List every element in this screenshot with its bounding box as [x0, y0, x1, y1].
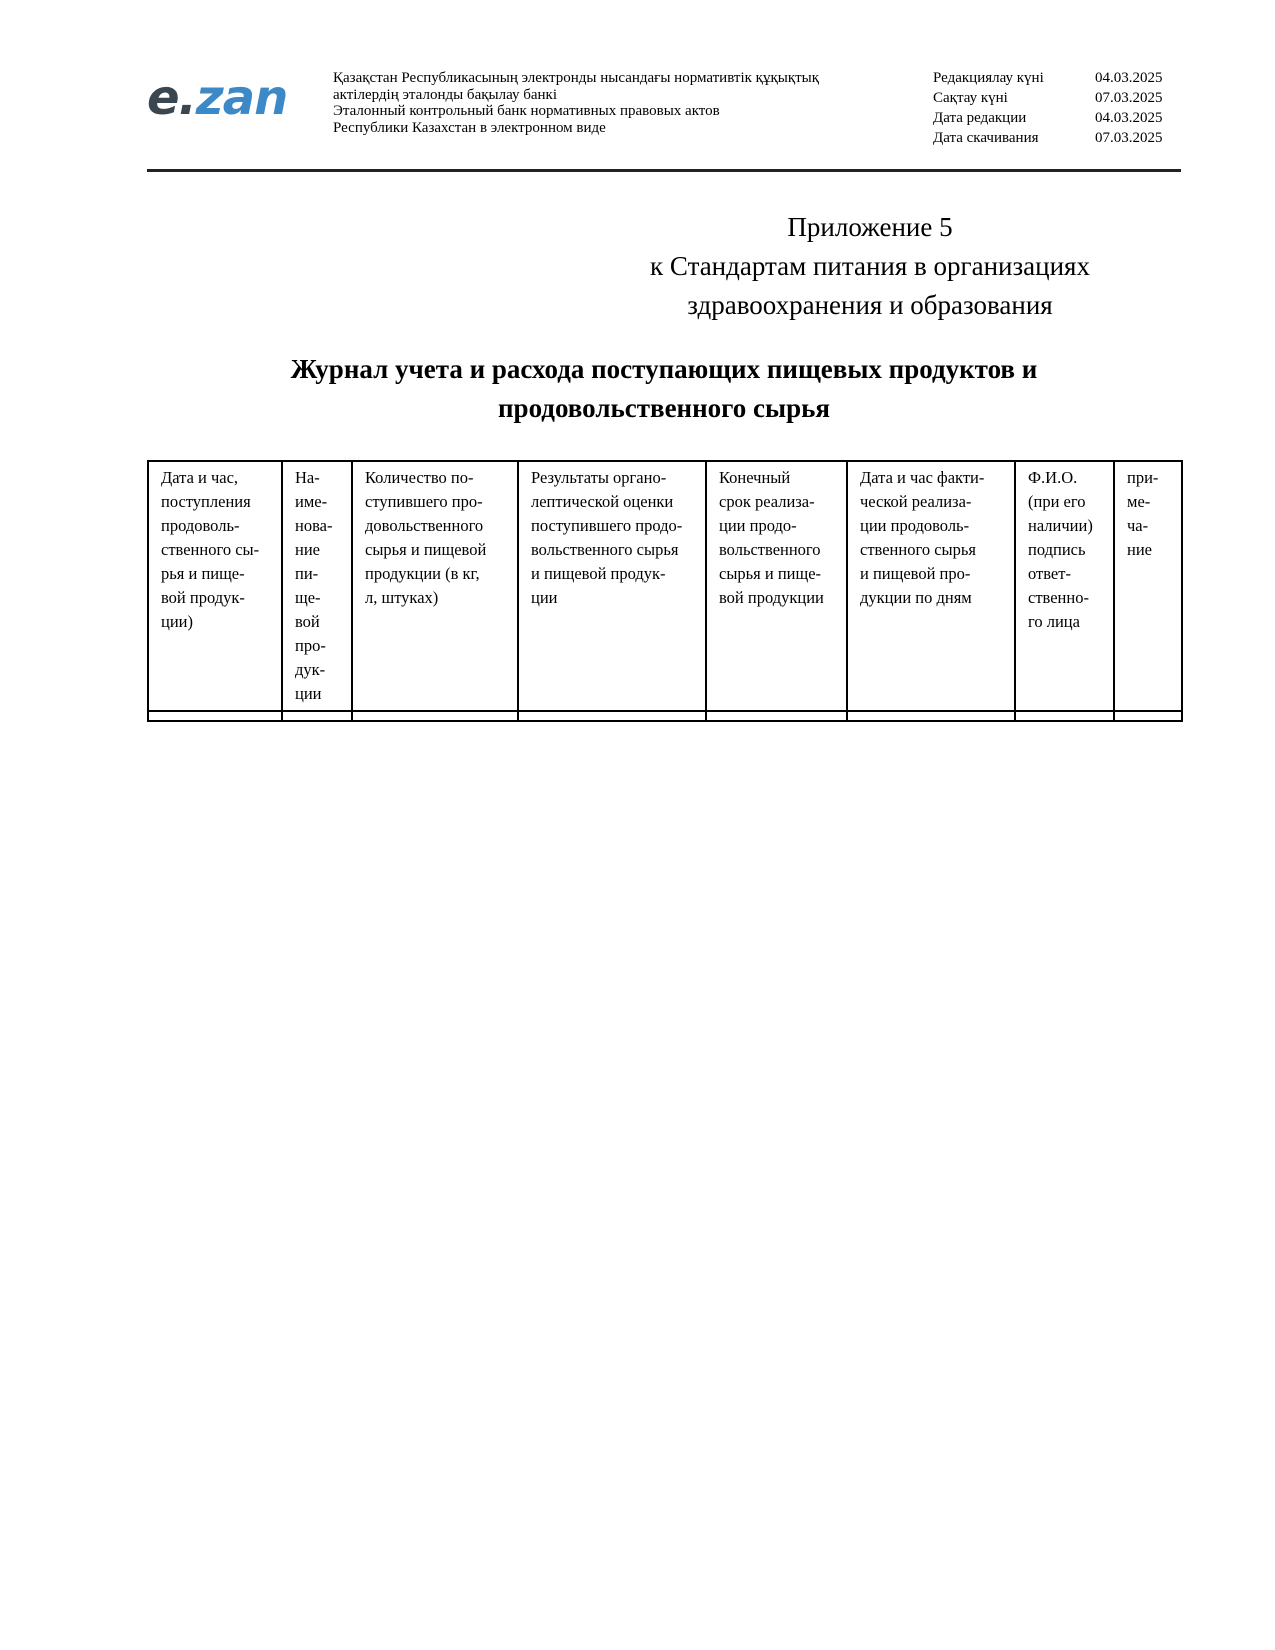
column-header-line: рья и пище- — [161, 564, 245, 583]
column-header-line: при- — [1127, 468, 1159, 487]
column-header — [1114, 461, 1182, 711]
meta-label: Дата скачивания — [933, 130, 1039, 146]
column-header-line: поступления — [161, 492, 251, 511]
column-header — [1015, 461, 1114, 711]
table-cell — [148, 711, 282, 721]
bank-title-line: Эталонный контрольный банк нормативных правовых актов — [333, 103, 720, 119]
meta-value: 04.03.2025 — [1095, 110, 1163, 126]
column-header-line: и пищевой про- — [860, 564, 971, 583]
column-header-line: Ф.И.О. — [1028, 468, 1078, 487]
column-header-line: дук- — [295, 660, 326, 679]
meta-value: 04.03.2025 — [1095, 70, 1163, 86]
table-header-row — [148, 461, 1182, 711]
table-cell — [352, 711, 518, 721]
column-header — [282, 461, 352, 711]
bank-title-line: актілердің эталонды бақылау банкі — [333, 86, 557, 103]
column-header-line: ции — [531, 588, 558, 607]
table-cell — [706, 711, 847, 721]
column-header-line: ответ- — [1028, 564, 1071, 583]
column-header-line: подпись — [1028, 540, 1086, 559]
meta-label: Сақтау күні — [933, 90, 1008, 106]
appendix-line: к Стандартам питания в организациях — [650, 251, 1090, 281]
column-header-line: сырья и пищевой — [365, 540, 487, 559]
bank-title-line: Республики Казахстан в электронном виде — [333, 119, 606, 136]
column-header-line: л, штуках) — [365, 588, 439, 607]
column-header-line: и пищевой продук- — [531, 564, 666, 583]
logo-e-text: e. — [147, 70, 196, 126]
journal-table — [147, 460, 1183, 722]
table-cell — [518, 711, 706, 721]
column-header-line: ции продо- — [719, 516, 797, 535]
column-header-line: вольственного — [719, 540, 821, 559]
column-header-line: ние — [295, 540, 320, 559]
column-header-line: сырья и пище- — [719, 564, 822, 583]
column-header — [518, 461, 706, 711]
column-header-line: Дата и час факти- — [860, 468, 985, 487]
meta-label: Дата редакции — [933, 110, 1027, 126]
column-header — [352, 461, 518, 711]
logo-zan-text: zan — [195, 70, 288, 126]
column-header-line: дукции по дням — [860, 588, 972, 607]
meta-row — [933, 88, 1175, 108]
bank-title-line: Қазақстан Республикасының электронды нысандағы нормативтік құқықтық — [333, 70, 820, 86]
column-header-line: поступившего продо- — [531, 516, 683, 535]
meta-label: Редакциялау күні — [933, 70, 1044, 86]
column-header-line: срок реализа- — [719, 492, 815, 511]
column-header-line: ступившего про- — [365, 492, 483, 511]
column-header-line: ческой реализа- — [860, 492, 972, 511]
table-cell — [1114, 711, 1182, 721]
column-header-line: продоволь- — [161, 516, 240, 535]
column-header-line: наличии) — [1028, 516, 1093, 535]
table-cell — [847, 711, 1015, 721]
header-divider — [147, 169, 1181, 172]
column-header-line: продукции (в кг, — [365, 564, 480, 583]
column-header-line: вольственного сырья — [531, 540, 679, 559]
appendix-line: Приложение 5 — [787, 212, 953, 242]
column-header-line: Конечный — [719, 468, 791, 487]
table-row — [148, 711, 1182, 721]
column-header-line: вой — [295, 612, 320, 631]
column-header-line: ции — [295, 684, 322, 703]
column-header-line: (при его — [1028, 492, 1086, 511]
meta-row — [933, 108, 1175, 128]
column-header-line: ние — [1127, 540, 1152, 559]
bank-title — [333, 70, 893, 136]
table-cell — [1015, 711, 1114, 721]
title-line: продовольственного сырья — [498, 393, 830, 423]
meta-row — [933, 68, 1175, 88]
column-header-line: довольственного — [365, 516, 484, 535]
column-header-line: го лица — [1028, 612, 1080, 631]
column-header-line: ственного сы- — [161, 540, 260, 559]
column-header-line: вой продукции — [719, 588, 824, 607]
ezan-logo — [147, 70, 288, 126]
document-title — [147, 350, 1181, 428]
column-header — [847, 461, 1015, 711]
column-header-line: Результаты органо- — [531, 468, 667, 487]
column-header-line: Количество по- — [365, 468, 474, 487]
appendix-line: здравоохранения и образования — [687, 290, 1053, 320]
column-header — [706, 461, 847, 711]
appendix-heading — [600, 208, 1140, 325]
table-cell — [282, 711, 352, 721]
column-header-line: ственного сырья — [860, 540, 976, 559]
meta-value: 07.03.2025 — [1095, 130, 1163, 146]
column-header-line: ще- — [295, 588, 321, 607]
column-header-line: ме- — [1127, 492, 1151, 511]
column-header-line: ции продоволь- — [860, 516, 970, 535]
column-header — [148, 461, 282, 711]
edition-dates — [933, 68, 1175, 148]
column-header-line: нова- — [295, 516, 333, 535]
column-header-line: вой продук- — [161, 588, 245, 607]
column-header-line: пи- — [295, 564, 319, 583]
column-header-line: ственно- — [1028, 588, 1089, 607]
column-header-line: лептической оценки — [531, 492, 674, 511]
meta-value: 07.03.2025 — [1095, 90, 1163, 106]
column-header-line: Дата и час, — [161, 468, 239, 487]
column-header-line: име- — [295, 492, 328, 511]
column-header-line: На- — [295, 468, 320, 487]
meta-row — [933, 128, 1175, 148]
column-header-line: ча- — [1127, 516, 1149, 535]
title-line: Журнал учета и расхода поступающих пищевых продуктов и — [290, 354, 1038, 384]
column-header-line: про- — [295, 636, 326, 655]
column-header-line: ции) — [161, 612, 193, 631]
